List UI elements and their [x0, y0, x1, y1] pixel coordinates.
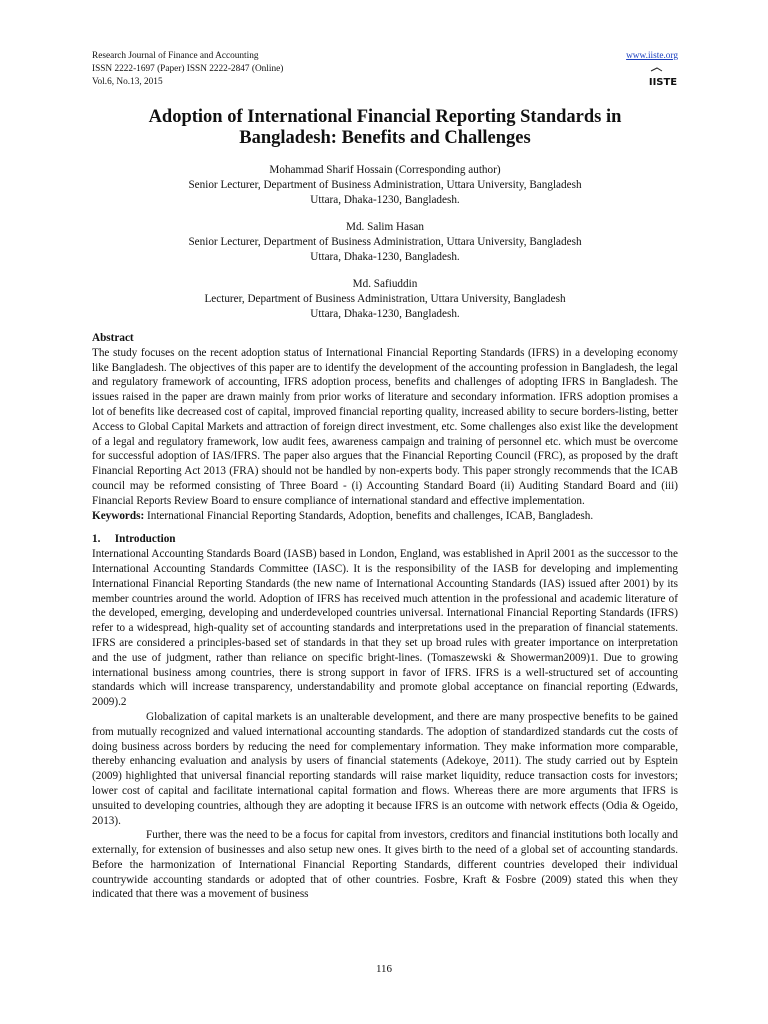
keywords: [92, 509, 678, 524]
page-number: 116: [375, 963, 393, 975]
title-line-2: Bangladesh: Benefits and Challenges: [239, 128, 531, 148]
author-affiliation: Senior Lecturer, Department of Business Administration, Uttara University, Bangladesh: [188, 236, 582, 248]
journal-issn: ISSN 2222-1697 (Paper) ISSN 2222-2847 (Online): [92, 64, 284, 74]
author-address: Uttara, Dhaka-1230, Bangladesh.: [310, 308, 460, 320]
author-list: [92, 163, 678, 334]
author-1: [92, 163, 678, 208]
keywords-text: International Financial Reporting Standards, Adoption, benefits and challenges, ICAB, Bangladesh.: [147, 509, 594, 522]
author-affiliation: Senior Lecturer, Department of Business Administration, Uttara University, Bangladesh: [188, 179, 582, 191]
intro-paragraph-1: International Accounting Standards Board (IASB) based in London, England, was established in April 2001 as the successor to the International Accounting Standards Committee (IASC). It is the responsibility of the IASB for developing and implementing International Financial Reporting Standards (the new name of International Accounting Standards (IAS) issued after 2001) by its member countries around the world. Adoption of IFRS has received much attention in the professional and academic literature of the developed, emerging, developing and underdeveloped countries universal. International Financial Reporting Standards (IFRS) refer to a widespread, high-quality set of accounting standards and interpretations used in the preparation of financial statements. IFRS are considered a principles-based set of standards in that they set up broad rules with greater importance on interpretation and the use of judgment, rather than reliance on specific bright-lines. (Tomaszewski & Showerman2009)1. Due to growing international business among countries, there is strong support in favor of IFRS. IFRS is a well-structured set of accounting standards which will increase transparency, understandability and promote global acceptance on financial reporting (Edwards, 2009).2: [92, 548, 678, 709]
author-3: [92, 277, 678, 322]
iiste-logo: [648, 66, 678, 88]
journal-volume: Vol.6, No.13, 2015: [92, 77, 163, 87]
author-address: Uttara, Dhaka-1230, Bangladesh.: [310, 194, 460, 206]
author-2: [92, 220, 678, 265]
author-affiliation: Lecturer, Department of Business Administration, Uttara University, Bangladesh: [204, 293, 566, 305]
intro-paragraph-2: Globalization of capital markets is an unalterable development, and there are many prospective benefits to be gained from mutually recognized and valued international accounting standards. The adoption of standardized standards cut the costs of doing business across borders by reducing the need for complementary information. They make information more comparable, thereby enhancing evaluation and analysis by users of financial statements (Adekoye, 2011). The study carried out by Esptein (2009) highlighted that universal financial reporting standards will raise market liquidity, reduce transaction costs for investors; lower cost of capital and facilitate international capital formation and flows. Whereas there are more arguments that IFRS is unsuited to developing countries, although they are adopting it because IFRS is an outcome with network effects (Odia & Ogeido, 2013).: [92, 710, 678, 827]
author-name: Mohammad Sharif Hossain (Corresponding author): [269, 164, 501, 176]
section-number: 1.: [92, 533, 101, 546]
paper-body: [92, 331, 678, 902]
paper-title: [92, 107, 678, 149]
logo-text: IISTE: [648, 77, 678, 88]
author-address: Uttara, Dhaka-1230, Bangladesh.: [310, 251, 460, 263]
intro-paragraph-3: Further, there was the need to be a focus for capital from investors, creditors and financial institutions both locally and externally, for extension of businesses and also setup new ones. It gives birth to the need of a global set of accounting standards. Before the harmonization of International Financial Reporting Standards, different countries developed their individual countrywide accounting standards or adopted that of other countries. Fosbre, Kraft & Fosbre (2009) stated this when they indicated that there was a movement of business: [92, 829, 678, 901]
section-heading-introduction: [92, 532, 678, 547]
keywords-label: Keywords:: [92, 509, 145, 522]
journal-url-link[interactable]: www.iiste.org: [626, 51, 678, 61]
abstract-heading: Abstract: [92, 332, 134, 344]
journal-name: Research Journal of Finance and Accounting: [92, 51, 259, 61]
journal-header: [92, 50, 678, 89]
abstract-text: The study focuses on the recent adoption status of International Financial Reporting Standards (IFRS) in a developing economy like Bangladesh. The objectives of this paper are to identify the development of the accounting profession in Bangladesh, the legal and regulatory framework of accounting, IFRS adoption process, benefits and challenges of adopting IFRS in Bangladesh. The issues raised in the paper are drawn mainly from prior works of literature and secondary information. IFRS adoption promises a lot of benefits like decreased cost of capital, improved financial reporting quality, increased ability to secure borders-listing, better Access to Global Capital Markets and attraction of foreign direct investment, etc. Some challenges also exist like the development of a legal and regulatory framework, low audit fees, awareness campaign and training of personnel etc. which must be overcome for successful adoption of IAS/IFRS. The paper also argues that the Financial Reporting Council (FRC), as proposed by the draft Financial Reporting Act 2013 (FRA) should not be handled by non-experts body. This paper strongly recommends that the ICAB council may be reformed consisting of Three Board - (i) Accounting Standard Board (ii) Auditing Standard Board and (iii) Financial Reports Review Board to ensure compliance of international standard and effective implementation.: [92, 346, 678, 507]
author-name: Md. Safiuddin: [352, 278, 418, 290]
section-title: Introduction: [114, 533, 176, 546]
author-name: Md. Salim Hasan: [346, 221, 424, 233]
title-line-1: Adoption of International Financial Reporting Standards in: [148, 107, 622, 127]
